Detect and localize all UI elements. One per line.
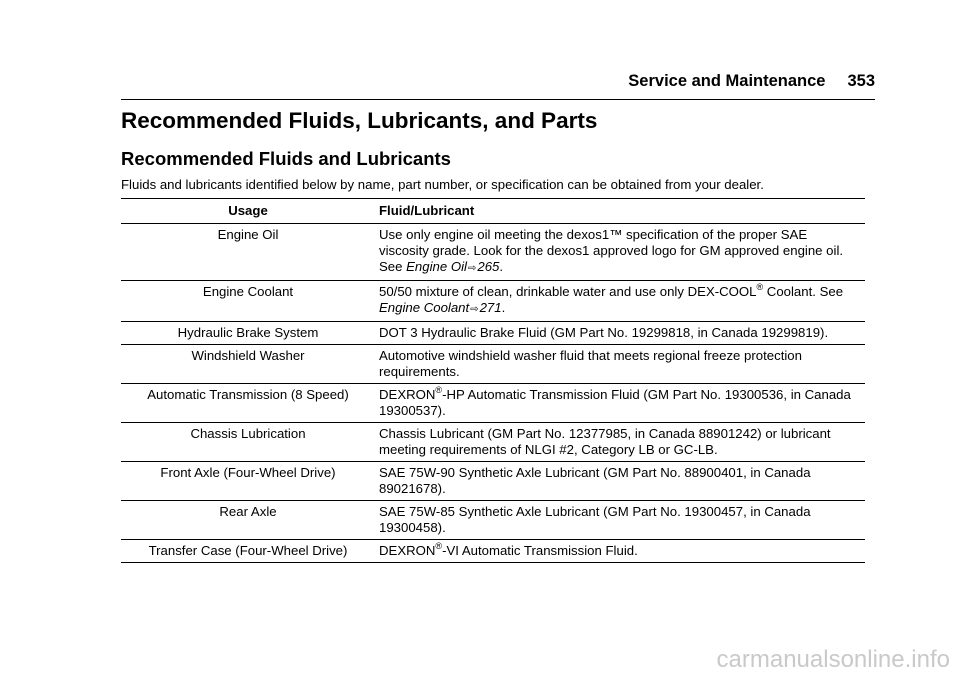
registered-mark: ® — [435, 385, 443, 395]
usage-cell: Chassis Lubrication — [121, 423, 375, 462]
table-row — [121, 501, 865, 540]
fluid-text: DEXRON — [379, 387, 436, 402]
fluid-text-continued: -VI Automatic Transmission Fluid. — [442, 543, 638, 558]
fluid-column-header: Fluid/Lubricant — [375, 199, 865, 224]
usage-cell: Engine Coolant — [121, 281, 375, 322]
fluid-cell — [375, 384, 865, 423]
usage-cell: Windshield Washer — [121, 345, 375, 384]
reference-page-number[interactable]: 265 — [477, 259, 500, 274]
fluid-text-continued: Coolant. See — [763, 284, 844, 299]
fluid-cell: Automotive windshield washer fluid that meets regional freeze protection requirements. — [375, 345, 865, 384]
table-row — [121, 345, 865, 384]
fluid-text: 50/50 mixture of clean, drinkable water and use only DEX-COOL — [379, 284, 757, 299]
registered-mark: ® — [756, 282, 764, 292]
table-row — [121, 281, 865, 322]
usage-column-header: Usage — [121, 199, 375, 224]
section-name: Service and Maintenance — [628, 72, 826, 90]
table-row — [121, 540, 865, 563]
watermark: carmanualsonline.info — [716, 646, 950, 673]
usage-cell: Rear Axle — [121, 501, 375, 540]
table-row — [121, 384, 865, 423]
usage-cell: Automatic Transmission (8 Speed) — [121, 384, 375, 423]
running-head — [628, 72, 875, 91]
table-row — [121, 423, 865, 462]
table-row — [121, 224, 865, 281]
intro-paragraph: Fluids and lubricants identified below by name, part number, or specification can be obtained from your dealer. — [121, 177, 764, 192]
sentence-end: . — [499, 259, 504, 274]
fluid-cell: Chassis Lubricant (GM Part No. 12377985, in Canada 88901242) or lubricant meeting requirements of NLGI #2, Category LB or GC-LB. — [375, 423, 865, 462]
fluid-cell: DOT 3 Hydraulic Brake Fluid (GM Part No. 19299818, in Canada 19299819). — [375, 322, 865, 345]
fluids-table — [121, 198, 865, 563]
fluid-cell — [375, 224, 865, 281]
table-header-row — [121, 199, 865, 224]
fluid-text: Use only engine oil meeting the dexos1™ specification of the proper SAE viscosity grade. Look for the dexos1 approved logo for GM approved engine oil. See — [379, 227, 844, 274]
table-row — [121, 462, 865, 501]
fluid-cell: SAE 75W-85 Synthetic Axle Lubricant (GM Part No. 19300457, in Canada 19300458). — [375, 501, 865, 540]
reference-page-number[interactable]: 271 — [479, 300, 502, 315]
registered-mark: ® — [435, 541, 443, 551]
section-title: Recommended Fluids and Lubricants — [121, 148, 451, 169]
table-row — [121, 322, 865, 345]
page-reference-arrow-icon: ⇨ — [470, 304, 479, 315]
usage-cell: Hydraulic Brake System — [121, 322, 375, 345]
fluid-cell — [375, 281, 865, 322]
page-reference-arrow-icon: ⇨ — [468, 263, 477, 274]
sentence-end: . — [501, 300, 506, 315]
page-number: 353 — [847, 72, 875, 90]
fluid-text: DEXRON — [379, 543, 436, 558]
usage-cell: Transfer Case (Four-Wheel Drive) — [148, 543, 348, 558]
fluid-text-continued: -HP Automatic Transmission Fluid (GM Part No. 19300536, in Canada 19300537). — [379, 387, 851, 418]
cross-reference-link[interactable]: Engine Coolant — [379, 300, 470, 315]
usage-cell: Engine Oil — [121, 224, 375, 281]
page-title: Recommended Fluids, Lubricants, and Parts — [121, 108, 598, 133]
fluid-cell: SAE 75W-90 Synthetic Axle Lubricant (GM Part No. 88900401, in Canada 89021678). — [375, 462, 865, 501]
usage-cell: Front Axle (Four-Wheel Drive) — [121, 462, 375, 501]
page-header — [121, 0, 875, 100]
fluid-cell — [375, 540, 865, 563]
cross-reference-link[interactable]: Engine Oil — [406, 259, 467, 274]
